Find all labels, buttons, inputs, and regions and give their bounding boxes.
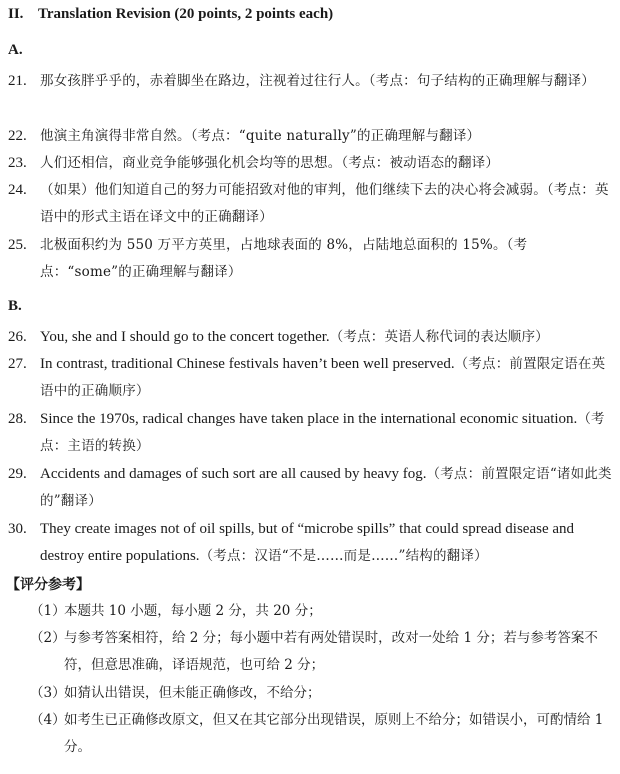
item-number: 30.: [8, 521, 27, 537]
rule-text: 本题共 10 小题，每小题 2 分，共 20 分；: [64, 603, 322, 619]
section-title: [8, 6, 333, 23]
answer-item-21: [8, 68, 614, 95]
answer-item-27: [8, 351, 614, 405]
item-note: （考点：汉语“不是……而是……”结构的翻译）: [199, 548, 488, 564]
item-number: 22.: [8, 128, 27, 144]
answer-item-26: [8, 324, 614, 351]
item-note: （考点：英语人称代词的表达顺序）: [329, 329, 549, 345]
rule-number: （1）: [30, 603, 66, 619]
section-title-text: Translation Revision (20 points, 2 points each): [38, 6, 334, 22]
item-text: [40, 516, 614, 570]
answer-item-29: [8, 461, 614, 515]
item-number: 23.: [8, 155, 27, 171]
item-text: 北极面积约为 550 万平方英里，占地球表面的 8%，占陆地总面积的 15%。（考点：“some”的正确理解与翻译）: [40, 237, 528, 280]
item-number: 27.: [8, 356, 27, 372]
rule-number: （2）: [30, 630, 66, 646]
grading-rule-4: [30, 707, 614, 761]
item-number: 21.: [8, 73, 27, 89]
answer-item-23: [8, 150, 614, 177]
rule-number: （4）: [30, 712, 66, 728]
item-english: They create images not of oil spills, but of “microbe spills” that could spread disease and destroy entire populations.: [40, 521, 575, 564]
item-number: 24.: [8, 182, 27, 198]
item-english: In contrast, traditional Chinese festivals haven’t been well preserved.: [40, 356, 455, 372]
grading-rule-1: [30, 598, 614, 625]
item-number: 26.: [8, 329, 27, 345]
item-english: Since the 1970s, radical changes have taken place in the international economic situation.: [40, 411, 578, 427]
item-text: （如果）他们知道自己的努力可能招致对他的审判，他们继续下去的决心将会减弱。（考点：英语中的形式主语在译文中的正确翻译）: [40, 182, 609, 225]
item-number: 29.: [8, 466, 27, 482]
item-text: [40, 324, 614, 351]
item-number: 28.: [8, 411, 27, 427]
rule-text: 与参考答案相符，给 2 分；每小题中若有两处错误时，改对一处给 1 分；若与参考答案不符，但意思准确，译语规范，也可给 2 分；: [64, 630, 598, 673]
answer-item-25: [8, 232, 614, 286]
item-text: 人们还相信，商业竞争能够强化机会均等的思想。（考点：被动语态的翻译）: [40, 155, 500, 171]
answer-item-24: [8, 177, 614, 231]
item-note: （考点：前置限定语“诸如此类的”翻译）: [40, 466, 612, 509]
section-b-label: B.: [8, 298, 22, 314]
section-number: II.: [8, 6, 24, 22]
grading-reference-heading: 【评分参考】: [6, 577, 90, 593]
section-a-label: A.: [8, 42, 23, 58]
item-english: You, she and I should go to the concert together.: [40, 329, 330, 345]
item-text: [40, 406, 614, 460]
item-text: [40, 461, 614, 515]
answer-item-28: [8, 406, 614, 460]
item-note: （考点：主语的转换）: [40, 411, 605, 454]
item-number: 25.: [8, 237, 27, 253]
rule-number: （3）: [30, 685, 66, 701]
item-text: 那女孩胖乎乎的，赤着脚坐在路边，注视着过往行人。（考点：句子结构的正确理解与翻译）: [40, 73, 595, 89]
item-note: （考点：前置限定语在英语中的正确顺序）: [40, 356, 606, 399]
item-text: [40, 351, 614, 405]
item-english: Accidents and damages of such sort are all caused by heavy fog.: [40, 466, 427, 482]
answer-item-30: [8, 516, 614, 570]
answer-item-22: [8, 123, 614, 150]
grading-rule-2: [30, 625, 614, 679]
grading-rule-3: [30, 680, 614, 707]
rule-text: 如猜认出错误，但未能正确修改，不给分；: [64, 685, 321, 701]
item-text: 他演主角演得非常自然。（考点：“quite naturally”的正确理解与翻译）: [40, 128, 481, 144]
rule-text: 如考生已正确修改原文，但又在其它部分出现错误，原则上不给分；如错误小，可酌情给 1 分。: [64, 712, 604, 755]
